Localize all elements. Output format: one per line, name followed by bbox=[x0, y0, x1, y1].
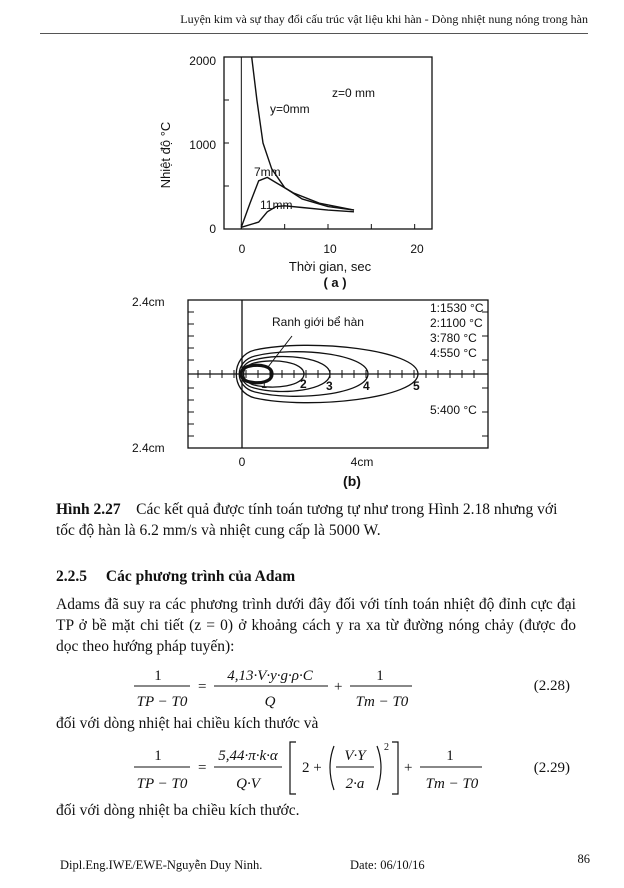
eq2-right-bracket bbox=[392, 742, 398, 794]
y-axis-label: Nhiệt độ °C bbox=[158, 121, 173, 189]
eq1-lhs-den: TP − T0 bbox=[136, 694, 188, 710]
paragraph-2d: đối với dòng nhiệt hai chiều kích thước và bbox=[56, 715, 319, 732]
legend-5: 5:400 °C bbox=[430, 403, 477, 417]
eq2-rhs-den: Tm − T0 bbox=[425, 776, 479, 792]
contour-num-1: 1 bbox=[261, 379, 268, 391]
eq2-lhs-num: 1 bbox=[154, 748, 162, 764]
ytick-2000: 2000 bbox=[189, 54, 216, 68]
curve-label-y0: y=0mm bbox=[270, 102, 310, 116]
eq2-rhs-num: 1 bbox=[446, 748, 454, 764]
contour-num-3: 3 bbox=[326, 379, 333, 393]
eq2-left-paren bbox=[330, 746, 334, 790]
equation-2-29-graphic bbox=[130, 738, 510, 800]
ytick-1000: 1000 bbox=[189, 138, 216, 152]
xtick-b-4cm: 4cm bbox=[350, 455, 374, 469]
figure-b bbox=[130, 290, 510, 495]
eq2-equals: = bbox=[198, 760, 207, 776]
eq2-square: 2 bbox=[384, 742, 389, 753]
header-rule bbox=[40, 33, 588, 34]
series-line-3 bbox=[241, 206, 354, 228]
xtick-10: 10 bbox=[323, 242, 337, 256]
boundary-label: Ranh giới bể hàn bbox=[272, 315, 364, 329]
legend-4: 4:550 °C bbox=[430, 346, 477, 360]
series-line-2 bbox=[241, 177, 354, 227]
section-heading bbox=[56, 568, 295, 586]
eq2-den: Q·V bbox=[236, 776, 260, 792]
panel-label-b: (b) bbox=[343, 473, 361, 489]
paragraph-intro: Adams đã suy ra các phương trình dưới đây đối với tính toán nhiệt độ đỉnh cực đại TP ở bề mặt chi tiết (z = 0) ở khoảng cách y ra xa từ đường nóng chảy (được đo dọc theo hướng pháp tuyến): bbox=[56, 596, 576, 655]
legend-2: 2:1100 °C bbox=[430, 316, 483, 330]
eq1-plus: + bbox=[334, 679, 343, 695]
figure-a bbox=[150, 45, 450, 295]
eq1-number: (2.28) bbox=[533, 678, 570, 694]
eq2-inner-den: 2·a bbox=[345, 776, 365, 792]
eq1-den: Q bbox=[264, 694, 276, 710]
bottom-size-label: 2.4cm bbox=[132, 441, 165, 455]
contour-num-5: 5 bbox=[413, 379, 420, 393]
xtick-b-0: 0 bbox=[238, 455, 246, 469]
eq2-two: 2 + bbox=[302, 760, 322, 776]
eq1-equals: = bbox=[198, 679, 207, 695]
ytick-0: 0 bbox=[209, 222, 216, 236]
eq2-inner-num: V·Y bbox=[344, 748, 366, 764]
top-size-label: 2.4cm bbox=[132, 295, 165, 309]
equation-2-29 bbox=[130, 738, 570, 800]
x-axis-label: Thời gian, sec bbox=[288, 259, 372, 274]
page-number: 86 bbox=[577, 852, 590, 866]
eq2-right-paren bbox=[377, 746, 381, 790]
eq2-left-bracket bbox=[290, 742, 296, 794]
footer-author: Dipl.Eng.IWE/EWE-Nguyễn Duy Ninh. bbox=[60, 858, 263, 872]
paragraph-3d: đối với dòng nhiệt ba chiều kích thước. bbox=[56, 802, 300, 819]
series-line-1 bbox=[252, 57, 354, 210]
eq2-lhs-den: TP − T0 bbox=[136, 776, 188, 792]
curve-label-11mm: 11mm bbox=[260, 198, 293, 212]
eq1-rhs-den: Tm − T0 bbox=[355, 694, 409, 710]
section-title: Các phương trình của Adam bbox=[105, 568, 296, 585]
eq2-plus: + bbox=[404, 760, 413, 776]
caption-label: Hình 2.27 bbox=[56, 501, 121, 518]
eq1-rhs-num: 1 bbox=[376, 668, 384, 684]
contour-num-4: 4 bbox=[363, 379, 370, 393]
xtick-0: 0 bbox=[238, 242, 246, 256]
plot-area bbox=[224, 57, 432, 229]
legend-1: 1:1530 °C bbox=[430, 301, 484, 315]
figure-caption bbox=[56, 499, 576, 541]
eq2-number: (2.29) bbox=[533, 760, 570, 776]
panel-label-a: ( a ) bbox=[323, 275, 347, 290]
eq2-num: 5,44·π·k·α bbox=[218, 748, 278, 764]
footer-date: Date: 06/10/16 bbox=[350, 858, 425, 872]
eq1-num: 4,13·V·y·g·ρ·C bbox=[227, 668, 313, 684]
xtick-20: 20 bbox=[410, 242, 424, 256]
eq1-lhs-num: 1 bbox=[154, 668, 162, 684]
page-header: Luyện kim và sự thay đổi cấu trúc vật liệu khi hàn - Dòng nhiệt nung nóng trong hàn bbox=[180, 12, 588, 26]
section-number: 2.2.5 bbox=[56, 568, 87, 585]
contour-num-2: 2 bbox=[300, 377, 307, 391]
legend-3: 3:780 °C bbox=[430, 331, 477, 345]
caption-text: Các kết quả được tính toán tương tự như trong Hình 2.18 nhưng với tốc độ hàn là 6.2 mm/s và nhiệt cung cấp là 5000 W. bbox=[56, 501, 558, 539]
equation-2-28-graphic bbox=[130, 660, 510, 716]
equation-2-28 bbox=[130, 660, 570, 716]
curve-label-7mm: 7mm bbox=[254, 165, 281, 179]
z-label: z=0 mm bbox=[332, 86, 376, 100]
